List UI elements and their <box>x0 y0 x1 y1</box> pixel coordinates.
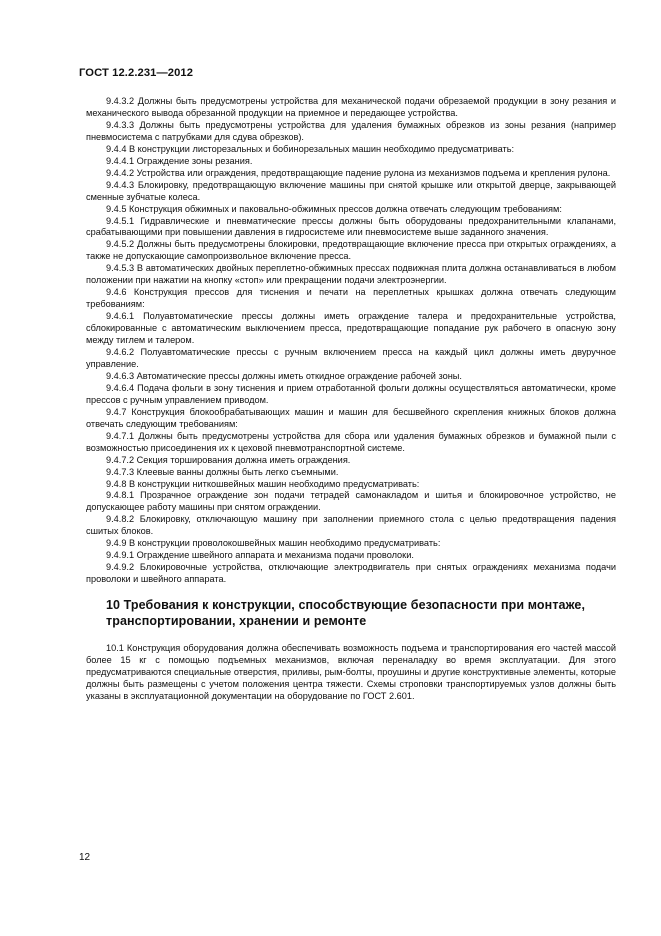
paragraph: 9.4.5.3 В автоматических двойных переплетно-обжимных прессах подвижная плита должна останавливаться в любом положении при нажатии на кнопку «стоп» или прекращении подачи электроэнергии. <box>86 263 616 286</box>
paragraph: 9.4.3.2 Должны быть предусмотрены устройства для механической подачи обрезаемой продукции в зону резания и механического вывода обрезанной продукции на приемное и передающее устройства. <box>86 96 616 118</box>
paragraph: 9.4.5.2 Должны быть предусмотрены блокировки, предотвращающие включение пресса при открытых ограждениях, а также не допускающие самопроизвольное включение пресса. <box>86 239 616 262</box>
paragraph: 9.4.5.1 Гидравлические и пневматические прессы должны быть оборудованы предохранительными клапанами, срабатывающими при повышении давления в гидросистеме или пневмосистеме выше заданного значения. <box>86 215 616 238</box>
paragraph: 9.4.7.1 Должны быть предусмотрены устройства для сбора или удаления бумажных обрезков и бумажной пыли с возможностью присоединения их к цеховой пневмотранспортной системе. <box>86 430 616 453</box>
paragraph: 9.4.3.3 Должны быть предусмотрены устройства для удаления бумажных обрезков из зоны резания (например пневмосистема с патрубками для сдува обрезков). <box>86 119 616 142</box>
paragraph: 9.4.6 Конструкция прессов для тиснения и печати на переплетных крышках должна отвечать следующим требованиям: <box>86 287 616 310</box>
paragraph: 9.4.9.2 Блокировочные устройства, отключающие электродвигатель при снятых ограждениях механизма подачи проволоки и швейного аппарата. <box>86 562 616 585</box>
paragraph: 9.4.9 В конструкции проволокошвейных машин необходимо предусматривать: <box>106 538 441 549</box>
page-number: 12 <box>79 852 91 863</box>
document-header: ГОСТ 12.2.231—2012 <box>79 67 194 79</box>
paragraph: 9.4.8 В конструкции ниткошвейных машин необходимо предусматривать: <box>106 478 420 489</box>
section-paragraph: 10.1 Конструкция оборудования должна обеспечивать возможность подъема и транспортирования его частей массой более 15 кг с помощью подъемных механизмов, включая переналадку во время эксплуатации. Для этого предусматриваются специальные отверстия, приливы, рым-болты, проушины и другие конструктивные элементы, которые должны быть размещены с учетом положения центра тяжести. Схемы строповки транспортируемых узлов должны быть указаны в эксплуатационной документации на оборудование по ГОСТ 2.601. <box>86 643 616 702</box>
section-body <box>86 643 616 703</box>
paragraph: 9.4.7.2 Секция торширования должна иметь ограждения. <box>106 454 351 465</box>
paragraph: 9.4.4.1 Ограждение зоны резания. <box>106 155 253 166</box>
paragraph: 9.4.8.2 Блокировку, отключающую машину при заполнении приемного стола с целью предотвращения падения сшитых блоков. <box>86 514 616 537</box>
paragraph: 9.4.6.3 Автоматические прессы должны иметь откидное ограждение рабочей зоны. <box>106 370 462 381</box>
section-heading: 10 Требования к конструкции, способствующие безопасности при монтаже, транспортировании, хранении и ремонте <box>106 598 586 628</box>
paragraph: 9.4.7.3 Клеевые ванны должны быть легко съемными. <box>106 466 339 477</box>
paragraph: 9.4.6.2 Полуавтоматические прессы с ручным включением пресса на каждый цикл должны иметь двуручное управление. <box>86 347 616 369</box>
paragraph: 9.4.6.1 Полуавтоматические прессы должны иметь ограждение талера и предохранительные устройства, сблокированные с автоматическим выключением пресса, предотвращающие попадание рук рабочего в опасную зону между тиглем и талером. <box>86 311 616 346</box>
document-body <box>86 96 616 703</box>
paragraph: 9.4.9.1 Ограждение швейного аппарата и механизма подачи проволоки. <box>106 550 414 561</box>
paragraph: 9.4.7 Конструкция блокообрабатывающих машин и машин для бесшвейного скрепления книжных блоков должна отвечать следующим требованиям: <box>86 406 616 429</box>
paragraph: 9.4.6.4 Подача фольги в зону тиснения и прием отработанной фольги должны осуществляться автоматически, кроме прессов с ручным управлением приводом. <box>86 382 616 405</box>
paragraph: 9.4.4.2 Устройства или ограждения, предотвращающие падение рулона из механизмов подъема и крепления рулона. <box>106 167 611 178</box>
paragraph: 9.4.5 Конструкция обжимных и паковально-обжимных прессов должна отвечать следующим требованиям: <box>106 203 562 214</box>
paragraph: 9.4.4 В конструкции листорезальных и бобинорезальных машин необходимо предусматривать: <box>106 143 515 154</box>
paragraph: 9.4.4.3 Блокировку, предотвращающую включение машины при снятой крышке или открытой дверце, закрывающей сменные зубчатые колеса. <box>86 179 616 202</box>
paragraph: 9.4.8.1 Прозрачное ограждение зон подачи тетрадей самонакладом и шитья и блокировочное устройство, не допускающее работу машины при снятом ограждении. <box>86 490 616 513</box>
